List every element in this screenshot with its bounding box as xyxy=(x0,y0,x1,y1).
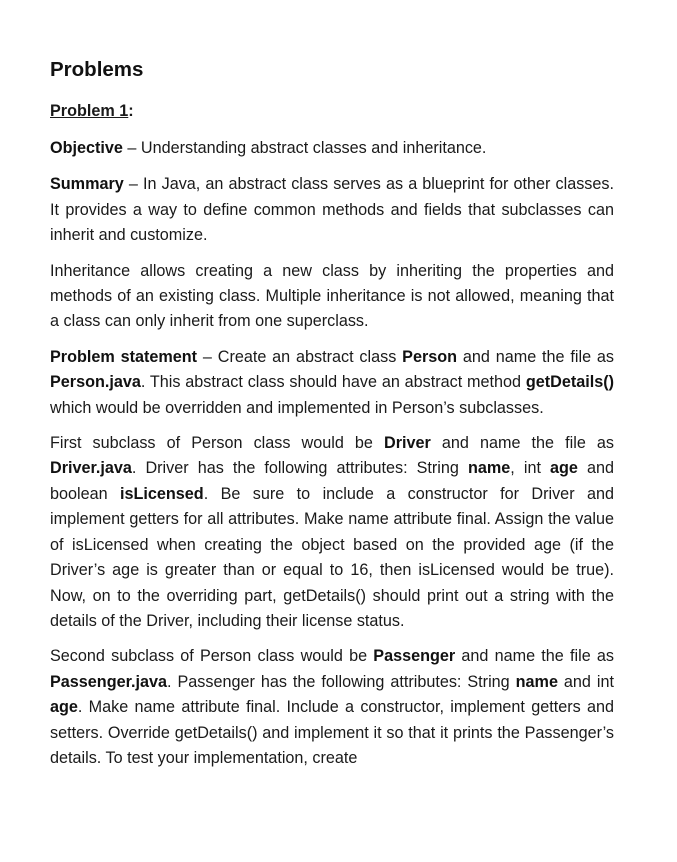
text-run: . Be sure to include a constructor for Driver and implement getters for all attributes. Make name attribute final. Assign the value of isLicensed when creating the object based on the provided age (if the Driver’s age is greater than or equal to 16, then isLicensed would be true). Now, on to the overriding part, getDetails() should print out a string with the details of the Driver, including their license status. xyxy=(50,484,614,630)
text-run: , int xyxy=(510,459,551,478)
attribute-age: age xyxy=(550,459,578,478)
problem-statement-paragraph xyxy=(50,345,614,421)
text-run: . This abstract class should have an abstract method xyxy=(140,373,526,392)
objective-label: Objective xyxy=(50,139,123,157)
file-name-passenger: Passenger.java xyxy=(50,672,167,691)
driver-paragraph xyxy=(50,431,614,634)
attribute-name: name xyxy=(467,459,511,478)
summary-label: Summary xyxy=(50,175,124,194)
text-run: which would be overridden and implemented in Person’s subclasses. xyxy=(50,398,544,417)
class-name-driver: Driver xyxy=(384,434,431,453)
text-run: . Make name attribute final. Include a constructor, implement getters and setters. Override getDetails() and implement it so that it prints the Passenger’s details. To test your implementation, create xyxy=(50,698,614,767)
method-name-getdetails: getDetails() xyxy=(525,373,614,392)
page-heading: Problems xyxy=(50,58,144,81)
problem-title-text: Problem 1 xyxy=(50,102,129,120)
text-run: – Create an abstract class xyxy=(197,347,403,366)
summary-text: – In Java, an abstract class serves as a blueprint for other classes. It provides a way to define common methods and fields that subclasses can inherit and customize. xyxy=(50,175,614,245)
text-run: . Driver has the following attributes: String xyxy=(131,459,468,478)
class-name-person: Person xyxy=(402,347,458,366)
text-run: . Passenger has the following attributes: String xyxy=(167,672,516,691)
inheritance-paragraph: Inheritance allows creating a new class by inheriting the properties and methods of an existing class. Multiple inheritance is not allowed, meaning that a class can only inherit from one superclass. xyxy=(50,261,614,331)
text-run: and boolean xyxy=(50,459,614,503)
text-run: Second subclass of Person class would be xyxy=(50,647,374,666)
file-name-driver: Driver.java xyxy=(50,459,132,478)
problem-title-colon: : xyxy=(128,102,134,120)
objective-paragraph xyxy=(50,136,614,161)
text-run: First subclass of Person class would be xyxy=(50,434,384,453)
text-run: and name the file as xyxy=(455,647,615,666)
text-run: and int xyxy=(557,672,615,691)
objective-text: – Understanding abstract classes and inheritance. xyxy=(122,139,487,157)
attribute-name: name xyxy=(515,672,558,691)
summary-paragraph xyxy=(50,172,614,248)
document-page xyxy=(50,56,614,781)
class-name-passenger: Passenger xyxy=(373,647,456,666)
problem-statement-label: Problem statement xyxy=(50,347,198,366)
text-run: and name the file as xyxy=(430,434,614,453)
attribute-age: age xyxy=(50,698,78,717)
attribute-islicensed: isLicensed xyxy=(120,484,204,503)
file-name-person: Person.java xyxy=(50,373,141,392)
text-run: and name the file as xyxy=(457,347,615,366)
problem-title xyxy=(50,100,614,122)
passenger-paragraph xyxy=(50,644,614,771)
